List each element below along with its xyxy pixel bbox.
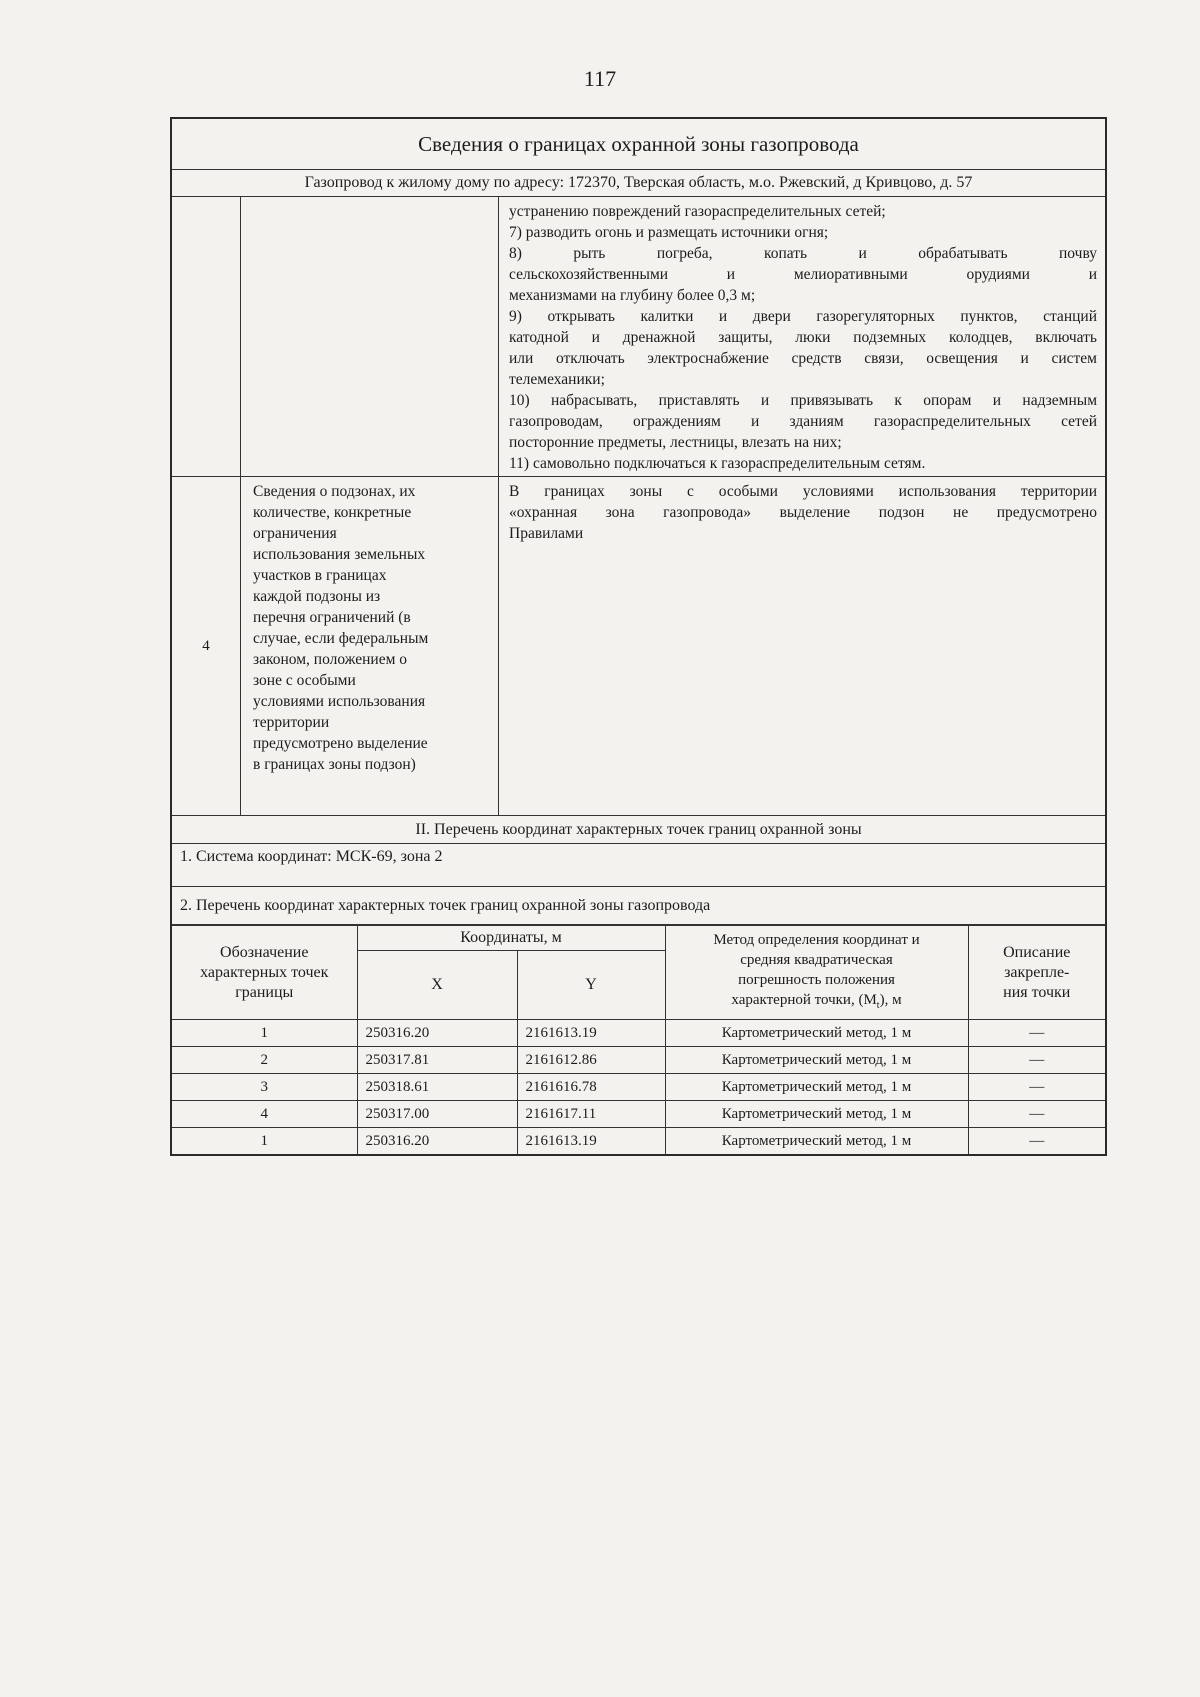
subscript-t: t bbox=[876, 999, 880, 1011]
table-row bbox=[172, 1047, 1105, 1074]
document-title: Сведения о границах охранной зоны газопровода bbox=[172, 119, 1105, 170]
col-y-header: Y bbox=[517, 951, 665, 1020]
label-line: территории bbox=[253, 714, 330, 731]
value-line: Правилами bbox=[509, 525, 584, 542]
document-frame bbox=[170, 117, 1107, 1156]
point-id: 3 bbox=[172, 1074, 357, 1101]
restriction-line: катодной и дренажной защиты, люки подземных колодцев, включать bbox=[509, 329, 1097, 346]
label-line: ограничения bbox=[253, 525, 337, 542]
table-row bbox=[172, 1101, 1105, 1128]
y-coordinate: 2161613.19 bbox=[517, 1020, 665, 1047]
col-x-header: X bbox=[357, 951, 517, 1020]
value-line: «охранная зона газопровода» выделение подзон не предусмотрено bbox=[509, 504, 1097, 521]
table-row bbox=[172, 1074, 1105, 1101]
table-row bbox=[172, 1020, 1105, 1047]
point-description: — bbox=[968, 1074, 1105, 1101]
label-line: каждой подзоны из bbox=[253, 588, 381, 605]
label-line: условиями использования bbox=[253, 693, 426, 710]
table-row bbox=[172, 1128, 1105, 1155]
x-coordinate: 250316.20 bbox=[357, 1020, 517, 1047]
continuation-number-cell bbox=[172, 197, 241, 476]
coordinate-system: 1. Система координат: МСК-69, зона 2 bbox=[172, 844, 1105, 887]
coordinates-table bbox=[172, 925, 1105, 1154]
gas-pipeline-address: Газопровод к жилому дому по адресу: 172370, Тверская область, м.о. Ржевский, д Кривцово, д. 57 bbox=[172, 170, 1105, 197]
label-line: случае, если федеральным bbox=[253, 630, 429, 647]
y-coordinate: 2161612.86 bbox=[517, 1047, 665, 1074]
header-line: характерной точки, $(M_t)$, м bbox=[731, 991, 902, 1011]
header-line: Метод определения координат и bbox=[713, 931, 920, 948]
col-point-header bbox=[172, 926, 357, 1020]
col-method-header bbox=[665, 926, 968, 1020]
subzones-value bbox=[499, 477, 1105, 815]
col-desc-header bbox=[968, 926, 1105, 1020]
point-id: 1 bbox=[172, 1020, 357, 1047]
section-ii-title: II. Перечень координат характерных точек границ охранной зоны bbox=[172, 816, 1105, 844]
continuation-row bbox=[172, 197, 1105, 477]
subzones-label bbox=[241, 477, 499, 815]
header-line: Обозначение bbox=[220, 943, 309, 961]
restriction-line: посторонние предметы, лестницы, влезать на них; bbox=[509, 434, 842, 451]
value-line: В границах зоны с особыми условиями использования территории bbox=[509, 483, 1097, 500]
restriction-line: сельскохозяйственными и мелиоративными орудиями и bbox=[509, 266, 1097, 283]
header-line: ния точки bbox=[1003, 983, 1071, 1001]
coordinates-list-title: 2. Перечень координат характерных точек границ охранной зоны газопровода bbox=[172, 887, 1105, 925]
label-line: законом, положением о bbox=[253, 651, 408, 668]
label-line: предусмотрено выделение bbox=[253, 735, 428, 752]
y-coordinate: 2161616.78 bbox=[517, 1074, 665, 1101]
method: Картометрический метод, 1 м bbox=[665, 1047, 968, 1074]
col-coords-header: Координаты, м bbox=[357, 926, 665, 951]
header-line: характерных точек bbox=[200, 963, 329, 981]
subzones-row bbox=[172, 477, 1105, 816]
x-coordinate: 250317.00 bbox=[357, 1101, 517, 1128]
label-line: Сведения о подзонах, их bbox=[253, 483, 416, 500]
page-number: 117 bbox=[583, 66, 617, 91]
restriction-line: 10) набрасывать, приставлять и привязывать к опорам и надземным bbox=[509, 392, 1097, 409]
restriction-line: 7) разводить огонь и размещать источники огня; bbox=[509, 224, 829, 241]
point-description: — bbox=[968, 1047, 1105, 1074]
point-description: — bbox=[968, 1101, 1105, 1128]
method: Картометрический метод, 1 м bbox=[665, 1074, 968, 1101]
header-line: Описание bbox=[1003, 943, 1071, 961]
label-line: в границах зоны подзон) bbox=[253, 756, 416, 773]
continuation-label-cell bbox=[241, 197, 499, 476]
restriction-line: 9) открывать калитки и двери газорегуляторных пунктов, станций bbox=[509, 308, 1097, 325]
label-line: количестве, конкретные bbox=[253, 504, 412, 521]
y-coordinate: 2161617.11 bbox=[517, 1101, 665, 1128]
method: Картометрический метод, 1 м bbox=[665, 1101, 968, 1128]
method: Картометрический метод, 1 м bbox=[665, 1128, 968, 1155]
restriction-line: или отключать электроснабжение средств связи, освещения и систем bbox=[509, 350, 1097, 367]
header-line: погрешность положения bbox=[738, 971, 895, 988]
row-number: 4 bbox=[172, 477, 241, 815]
x-coordinate: 250316.20 bbox=[357, 1128, 517, 1155]
point-id: 1 bbox=[172, 1128, 357, 1155]
restriction-line: механизмами на глубину более 0,3 м; bbox=[509, 287, 756, 304]
restrictions-continuation bbox=[499, 197, 1105, 476]
restriction-line: газопроводам, ограждениям и зданиям газораспределительных сетей bbox=[509, 413, 1097, 430]
point-description: — bbox=[968, 1128, 1105, 1155]
point-id: 4 bbox=[172, 1101, 357, 1128]
table-header-row bbox=[172, 926, 1105, 951]
restriction-line: телемеханики; bbox=[509, 371, 605, 388]
restriction-line: 8) рыть погреба, копать и обрабатывать почву bbox=[509, 245, 1097, 262]
x-coordinate: 250317.81 bbox=[357, 1047, 517, 1074]
point-description: — bbox=[968, 1020, 1105, 1047]
method: Картометрический метод, 1 м bbox=[665, 1020, 968, 1047]
restriction-line: 11) самовольно подключаться к газораспределительным сетям. bbox=[509, 455, 926, 472]
y-coordinate: 2161613.19 bbox=[517, 1128, 665, 1155]
header-line: границы bbox=[235, 983, 294, 1001]
x-coordinate: 250318.61 bbox=[357, 1074, 517, 1101]
label-line: использования земельных bbox=[253, 546, 426, 563]
point-id: 2 bbox=[172, 1047, 357, 1074]
label-line: зоне с особыми bbox=[253, 672, 356, 689]
label-line: перечня ограничений (в bbox=[253, 609, 411, 626]
label-line: участков в границах bbox=[253, 567, 387, 584]
header-line: средняя квадратическая bbox=[740, 951, 893, 968]
header-line: закрепле- bbox=[1004, 963, 1070, 981]
restriction-line: устранению повреждений газораспределительных сетей; bbox=[509, 203, 886, 220]
